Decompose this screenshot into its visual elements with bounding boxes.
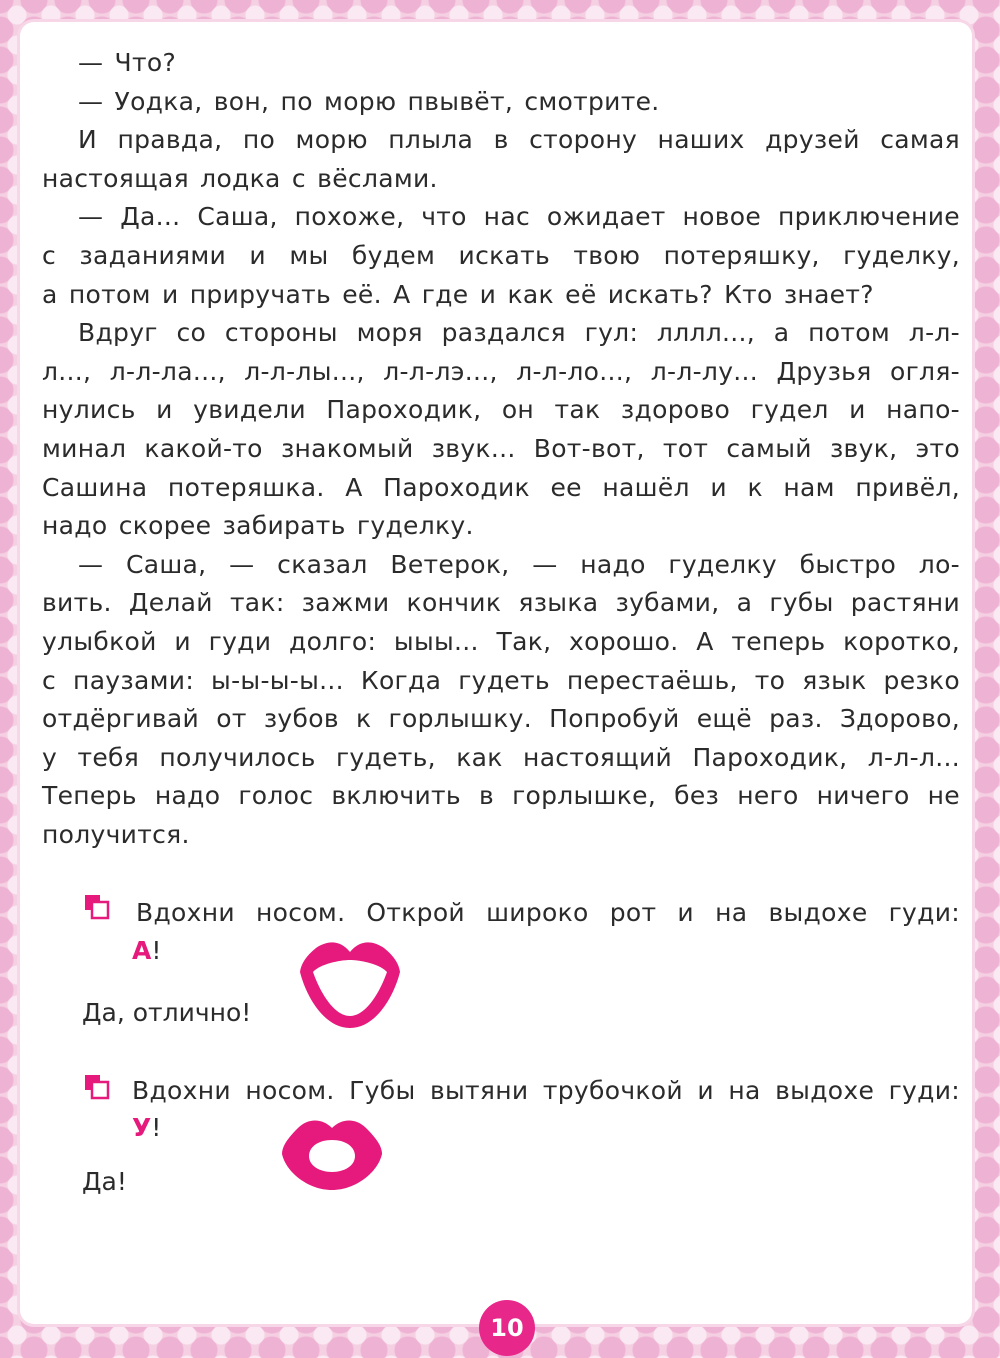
exercise-2-instruction: Вдохни носом. Губы вытяни трубочкой и на выдохе гуди: bbox=[132, 1076, 960, 1105]
page-number: 10 bbox=[479, 1300, 535, 1356]
story-line: И правда, по морю плыла в сторону наших друзей самая bbox=[78, 125, 960, 155]
story-line: у тебя получилось гудеть, как настоящий Пароходик, л-л-л... bbox=[42, 742, 960, 772]
story-line: получится. bbox=[42, 819, 190, 849]
story-text bbox=[42, 44, 960, 854]
exercise-1-reply: Да, отлично! bbox=[82, 998, 252, 1027]
story-line: настоящая лодка с вёслами. bbox=[42, 163, 438, 193]
pursed-lips-icon bbox=[282, 1120, 382, 1192]
double-square-bullet-icon bbox=[84, 1074, 110, 1100]
story-line: Вдруг со стороны моря раздался гул: лллл..., а потом л-л- bbox=[78, 318, 960, 348]
story-line: Сашина потеряшка. А Пароходик ее нашёл и к нам привёл, bbox=[42, 472, 960, 502]
story-line: а потом и приручать её. А где и как её искать? Кто знает? bbox=[42, 279, 874, 309]
story-line: надо скорее забирать гуделку. bbox=[42, 511, 474, 541]
exercise-2-reply: Да! bbox=[82, 1167, 127, 1196]
story-line: — Саша, — сказал Ветерок, — надо гуделку быстро ло- bbox=[78, 549, 960, 579]
story-line: нулись и увидели Пароходик, он так здорово гудел и напо- bbox=[42, 395, 960, 425]
story-line: улыбкой и гуди долго: ыыы... Так, хорошо. А теперь коротко, bbox=[42, 626, 960, 656]
exercise-2-punct: ! bbox=[151, 1113, 162, 1142]
story-line: — Уодка, вон, по морю пвывёт, смотрите. bbox=[78, 86, 660, 116]
exercise-1-instruction: Вдохни носом. Открой широко рот и на выдохе гуди: bbox=[136, 898, 960, 927]
story-line: минал какой-то знакомый звук... Вот-вот, тот самый звук, это bbox=[42, 433, 960, 463]
story-line: с заданиями и мы будем искать твою потеряшку, гуделку, bbox=[42, 240, 960, 270]
exercise-1-sound bbox=[132, 936, 161, 965]
exercise-1-letter: А bbox=[132, 936, 152, 965]
story-line: — Что? bbox=[78, 48, 177, 77]
exercise-1-punct: ! bbox=[151, 936, 162, 965]
story-line: Теперь надо голос включить в горлышке, без него ничего не bbox=[42, 781, 960, 811]
exercise-2-letter: У bbox=[132, 1113, 152, 1142]
double-square-bullet-icon bbox=[84, 894, 110, 920]
story-line: л..., л-л-ла..., л-л-лы..., л-л-лэ..., л-л-ло..., л-л-лу... Друзья огля- bbox=[42, 356, 960, 386]
story-line: вить. Делай так: зажми кончик языка зубами, а губы растяни bbox=[42, 588, 960, 618]
exercise-2-sound bbox=[132, 1113, 161, 1142]
story-line: отдёргивай от зубов к горлышку. Попробуй ещё раз. Здорово, bbox=[42, 704, 960, 734]
story-line: — Да... Саша, похоже, что нас ожидает новое приключение bbox=[78, 202, 960, 232]
open-mouth-lips-icon bbox=[300, 938, 400, 1030]
story-line: с паузами: ы-ы-ы-ы... Когда гудеть перестаёшь, то язык резко bbox=[42, 665, 960, 695]
